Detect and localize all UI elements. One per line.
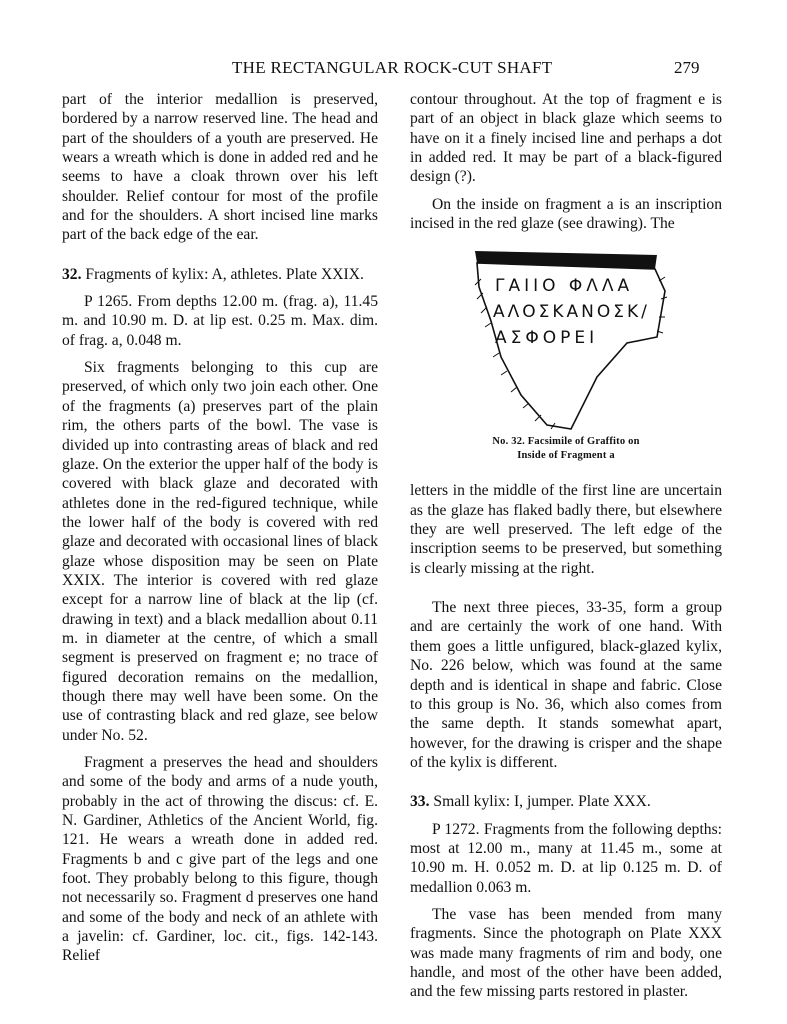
running-title: THE RECTANGULAR ROCK-CUT SHAFT <box>232 58 553 77</box>
right-column <box>410 90 722 1010</box>
catalogue-entry-heading <box>62 265 378 284</box>
inscription <box>493 276 650 348</box>
break-hatching <box>475 277 667 429</box>
figure-caption <box>410 435 722 463</box>
inscription-line: ΑΛΟΣΚΑΝΟΣΚ/ <box>493 302 650 323</box>
paragraph: Fragment a preserves the head and shoulders and some of the body and arms of a nude youth, probably in the act of throwing the discus: cf. E. N. Gardiner, Athletics of the Ancient World, fig. 121. He wears a wreath done in added red. Fragments b and c give part of the legs and one foot. They probably belong to this figure, though not necessarily so. Fragment d preserves one hand and some of the body and neck of an athlete with a javelin: cf. Gardiner, loc. cit., figs. 142-143. Relief <box>62 754 378 965</box>
entry-metadata: P 1272. Fragments from the following depths: most at 12.00 m., many at 11.45 m., some at 10.90 m. H. 0.052 m. D. at lip 0.125 m. D. of medallion 0.063 m. <box>410 820 722 896</box>
left-column <box>62 90 378 974</box>
paragraph: On the inside on fragment a is an inscription incised in the red glaze (see drawing). The <box>410 195 722 233</box>
caption-line: Inside of Fragment a <box>517 450 615 462</box>
paragraph: The next three pieces, 33-35, form a group and are certainly the work of one hand. With them goes a little unfigured, black-glazed kylix, No. 226 below, which was found at the same depth and is identical in shape and fabric. Close to this group is No. 36, which also comes from the same depth. It stands somewhat apart, however, for the drawing is crisper and the shape of the kylix is different. <box>410 599 722 771</box>
sherd-drawing <box>461 247 671 433</box>
inscription-line: ΑΣΦΟΡΕΙ <box>495 328 599 349</box>
paragraph: The vase has been mended from many fragments. Since the photograph on Plate XXX was made many fragments of rim and body, one handle, and most of the other have been added, and the few missing parts restored in plaster. <box>410 905 722 1001</box>
catalogue-entry-heading <box>410 792 722 811</box>
page-header <box>0 58 787 82</box>
paragraph: part of the interior medallion is preserved, bordered by a narrow reserved line. The head and part of the shoulders of a youth are preserved. He wears a wreath which is done in added red and he seems to have a cloak thrown over his left shoulder. Relief contour for most of the profile and for the shoulders. A short incised line marks part of the back edge of the ear. <box>62 91 378 244</box>
entry-metadata: P 1265. From depths 12.00 m. (frag. a), 11.45 m. and 10.90 m. D. at lip est. 0.25 m. Max. dim. of frag. a, 0.048 m. <box>62 293 378 349</box>
paragraph: Six fragments belonging to this cup are preserved, of which only two join each other. One of the fragments (a) preserves part of the plain rim, the others parts of the bowl. The vase is divided up into contrasting areas of black and red glaze. On the exterior the upper half of the body is covered with black glaze and decorated with athletes done in the red-figured technique, while the lower half of the body is covered with red glaze and decorated with occasional lines of black glaze whose disposition may be seen on Plate XXIX. The interior is covered with red glaze except for a narrow line of black at the lip (cf. drawing in text) and a black medallion about 0.11 m. in diameter at the centre, of which a small segment is preserved on fragment e; no trace of figured decoration remains on the medallion, though there may well have been some. On the use of contrasting black and red glaze, see below under No. 52. <box>62 359 378 744</box>
entry-number: 33. <box>410 793 430 811</box>
entry-number: 32. <box>62 265 82 283</box>
entry-title: Small kylix: I, jumper. Plate XXX. <box>429 793 651 811</box>
inscription-line: ΓΑΙΙΟ ΦΛΛΑ <box>495 276 634 297</box>
graffito-figure <box>410 247 722 463</box>
entry-title: Fragments of kylix: A, athletes. Plate XXIX. <box>81 265 364 283</box>
paragraph: contour throughout. At the top of fragment e is part of an object in black glaze which seems to have on it a finely incised line and perhaps a dot in added red. It may be part of a black-figured design (?). <box>410 91 722 186</box>
paragraph: letters in the middle of the first line are uncertain as the glaze has flaked badly there, but elsewhere they are well preserved. The left edge of the inscription seems to be preserved, but something is clearly missing at the right. <box>410 482 722 577</box>
caption-line: No. 32. Facsimile of Graffito on <box>492 436 640 448</box>
page-number: 279 <box>674 58 700 77</box>
